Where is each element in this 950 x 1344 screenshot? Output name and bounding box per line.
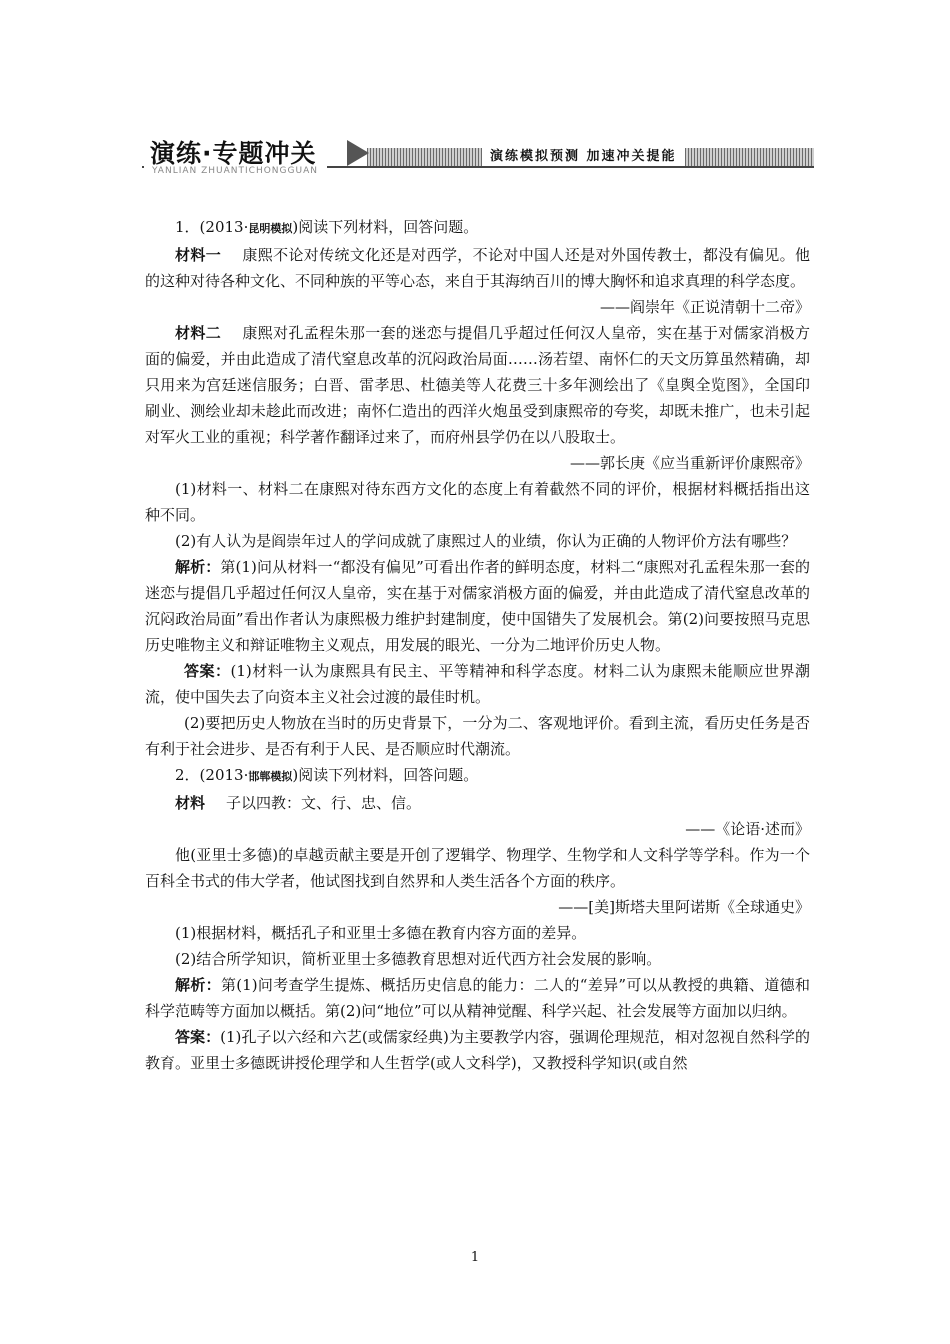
source-tag: 邯郸模拟: [248, 770, 293, 783]
source-prefix: (2013·: [199, 218, 249, 236]
source-prefix: (2013·: [199, 766, 249, 784]
material-2-source: ——郭长庚《应当重新评价康熙帝》: [569, 454, 810, 472]
question-2-heading: [145, 762, 810, 790]
question-2-answer-1: [145, 1024, 810, 1076]
answer-label: 答案：: [184, 662, 231, 680]
banner-pinyin: YANLIAN ZHUANTICHONGGUAN: [152, 166, 318, 176]
material-1-source: ——阎崇年《正说清朝十二帝》: [599, 298, 810, 316]
material-2: [145, 320, 810, 450]
material-3-source: ——《论语·述而》: [685, 820, 810, 838]
material-text: 康熙对孔孟程朱那一套的迷恋与提倡几乎超过任何汉人皇帝，实在基于对儒家消极方面的偏爱，并由此造成了清代窒息改革的沉闷政治局面……汤若望、南怀仁的天文历算虽然精确，却只用来为宫廷迷信服务；白晋、雷孝思、杜德美等人花费三十多年测绘出了《皇舆全览图》，全国印刷业、测绘业却未趁此而改进；南怀仁造出的西洋火炮虽受到康熙帝的夸奖，却既未推广，也未引起对军火工业的重视；科学著作翻译过来了，而府州县学仍在以八股取士。: [145, 324, 810, 446]
question-1-part-1: (1)材料一、材料二在康熙对待东西方文化的态度上有着截然不同的评价，根据材料概括指出这种不同。: [145, 480, 810, 524]
source-tag: 昆明模拟: [248, 222, 293, 235]
question-1-part-2: (2)有人认为是阎崇年过人的学问成就了康熙过人的业绩，你认为正确的人物评价方法有哪些？: [175, 532, 797, 550]
analysis-text: 第(1)问从材料一“都没有偏见”可看出作者的鲜明态度，材料二“康熙对孔孟程朱那一套的迷恋与提倡几乎超过任何汉人皇帝，实在基于对儒家消极方面的偏爱，并由此造成了清代窒息改革的沉闷政治局面”看出作者认为康熙极力维护封建制度，使中国错失了发展机会。第(2)问要按照马克思历史唯物主义和辩证唯物主义观点，用发展的眼光、一分为二地评价历史人物。: [145, 558, 810, 654]
material-label: 材料: [175, 794, 206, 812]
question-2-part-1: (1)根据材料，概括孔子和亚里士多德在教育内容方面的差异。: [175, 924, 587, 942]
material-3: [145, 790, 810, 816]
material-text: 康熙不论对传统文化还是对西学，不论对中国人还是对外国传教士，都没有偏见。他的这种对待各种文化、不同种族的平等心态，来自于其海纳百川的博大胸怀和追求真理的科学态度。: [145, 246, 810, 290]
answer-text: (1)孔子以六经和六艺(或儒家经典)为主要教学内容，强调伦理规范，相对忽视自然科学的教育。亚里士多德既讲授伦理学和人生哲学(或人文科学)，又教授科学知识(或自然: [145, 1028, 810, 1072]
material-1: [145, 242, 810, 294]
section-banner: [142, 136, 814, 176]
question-number: 1．: [175, 218, 200, 236]
page-number: 1: [470, 1250, 480, 1265]
analysis-text: 第(1)问考查学生提炼、概括历史信息的能力：二人的“差异”可以从教授的典籍、道德和科学范畴等方面加以概括。第(2)问“地位”可以从精神觉醒、科学兴起、社会发展等方面加以归纳。: [145, 976, 810, 1020]
analysis-label: 解析：: [175, 976, 221, 994]
question-1-answer-1: [145, 658, 810, 710]
banner-title: 演练·专题冲关: [144, 134, 327, 170]
question-prompt: )阅读下列材料，回答问题。: [292, 218, 479, 236]
material-label: 材料二: [175, 324, 222, 342]
question-prompt: )阅读下列材料，回答问题。: [292, 766, 479, 784]
material-4-source: ——[美]斯塔夫里阿诺斯《全球通史》: [558, 898, 810, 916]
material-4: 他(亚里士多德)的卓越贡献主要是开创了逻辑学、物理学、生物学和人文科学等学科。作为一个百科全书式的伟大学者，他试图找到自然界和人类生活各个方面的秩序。: [145, 846, 810, 890]
question-2-analysis: [145, 972, 810, 1024]
material-label: 材料一: [175, 246, 222, 264]
question-2-part-2: (2)结合所学知识，简析亚里士多德教育思想对近代西方社会发展的影响。: [175, 950, 662, 968]
analysis-label: 解析：: [175, 558, 221, 576]
material-text: 子以四教：文、行、忠、信。: [226, 794, 422, 812]
question-1-answer-2: (2)要把历史人物放在当时的历史背景下，一分为二、客观地评价。看到主流，看历史任务是否有利于社会进步、是否有利于人民、是否顺应时代潮流。: [145, 714, 810, 758]
question-1-heading: [145, 214, 810, 242]
question-number: 2．: [175, 766, 200, 784]
question-1-analysis: [145, 554, 810, 658]
answer-label: 答案：: [175, 1028, 221, 1046]
banner-arrow-icon: [347, 140, 369, 166]
banner-tagline: 演练模拟预测 加速冲关提能: [482, 148, 685, 166]
answer-text: (1)材料一认为康熙具有民主、平等精神和科学态度。材料二认为康熙未能顺应世界潮流，使中国失去了向资本主义社会过渡的最佳时机。: [145, 662, 810, 706]
document-body: [145, 214, 810, 1076]
